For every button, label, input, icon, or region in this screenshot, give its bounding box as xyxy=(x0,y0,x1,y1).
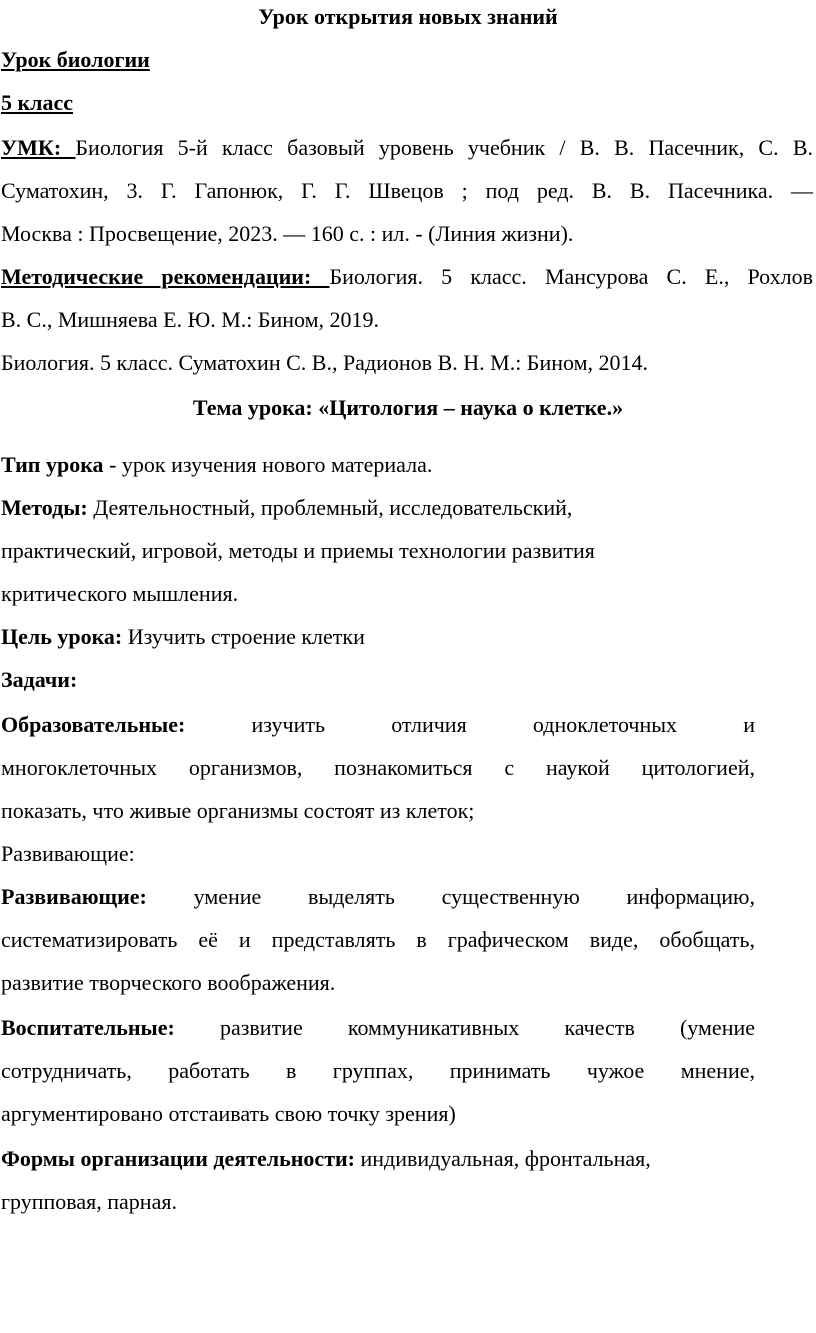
upbringing-line-2: сотрудничать, работать в группах, принимать чужое мнение, xyxy=(1,1058,755,1083)
educational-label: Образовательные: xyxy=(1,712,186,737)
educational-line-1 xyxy=(1,712,755,738)
developing-line-2: систематизировать её и представлять в графическом виде, обобщать, xyxy=(1,927,755,952)
methods-line-2: практический, игровой, методы и приемы технологии развития xyxy=(1,538,595,563)
umk-line-2: Суматохин, 3. Г. Гапонюк, Г. Г. Швецов ; под ред. В. В. Пасечника. — xyxy=(1,178,813,203)
methods-text-1: Деятельностный, проблемный, исследовательский, xyxy=(87,495,573,520)
lesson-type-line xyxy=(1,452,432,478)
forms-text-1: индивидуальная, фронтальная, xyxy=(355,1146,651,1171)
method-recs-label: Методические рекомендации: xyxy=(1,264,330,289)
developing-line-3: развитие творческого воображения. xyxy=(1,970,336,995)
methods-line-3: критического мышления. xyxy=(1,581,239,606)
upbringing-label: Воспитательные: xyxy=(1,1015,175,1040)
subject-heading: Урок биологии xyxy=(1,47,150,72)
umk-text-1: Биология 5-й класс базовый уровень учебник / В. В. Пасечник, С. В. xyxy=(75,135,813,160)
educational-text-1: изучить отличия одноклеточных и xyxy=(251,712,756,737)
lesson-topic: Тема урока: «Цитология – наука о клетке.» xyxy=(192,395,624,420)
upbringing-line-1 xyxy=(1,1015,755,1041)
method-recs-line-2: В. С., Мишняева Е. Ю. М.: Бином, 2019. xyxy=(1,307,380,332)
forms-label: Формы организации деятельности: xyxy=(1,1146,355,1171)
developing-line-1 xyxy=(1,884,755,910)
document-title: Урок открытия новых знаний xyxy=(258,4,558,29)
lesson-type-text: - урок изучения нового материала. xyxy=(103,452,433,477)
goal-text: Изучить строение клетки xyxy=(122,624,365,649)
methods-line-1 xyxy=(1,495,572,521)
method-recs-text-1: Биология. 5 класс. Мансурова С. Е., Рохлов xyxy=(329,264,814,289)
methods-label: Методы: xyxy=(1,495,88,520)
educational-line-2: многоклеточных организмов, познакомиться с наукой цитологией, xyxy=(1,755,755,780)
developing-text-1: умение выделять существенную информацию, xyxy=(193,884,755,909)
forms-line-1 xyxy=(1,1146,651,1172)
goal-line xyxy=(1,624,365,650)
umk-line-3: Москва : Просвещение, 2023. — 160 с. : ил. - (Линия жизни). xyxy=(1,221,574,246)
lesson-type-label: Тип урока xyxy=(1,452,104,477)
upbringing-text-1: развитие коммуникативных качеств (умение xyxy=(219,1015,756,1040)
umk-label: УМК: xyxy=(1,135,76,160)
method-recs-line-3: Биология. 5 класс. Суматохин С. В., Радионов В. Н. М.: Бином, 2014. xyxy=(1,350,648,375)
developing-plain-line: Развивающие: xyxy=(1,841,135,866)
grade-heading: 5 класс xyxy=(1,90,74,115)
tasks-heading: Задачи: xyxy=(1,667,78,692)
method-recs-line-1 xyxy=(1,264,813,290)
goal-label: Цель урока: xyxy=(1,624,123,649)
forms-line-2: групповая, парная. xyxy=(1,1189,177,1214)
upbringing-line-3: аргументировано отстаивать свою точку зрения) xyxy=(1,1101,456,1126)
educational-line-3: показать, что живые организмы состоят из клеток; xyxy=(1,798,475,823)
developing-label: Развивающие: xyxy=(1,884,147,909)
umk-line-1 xyxy=(1,135,813,161)
